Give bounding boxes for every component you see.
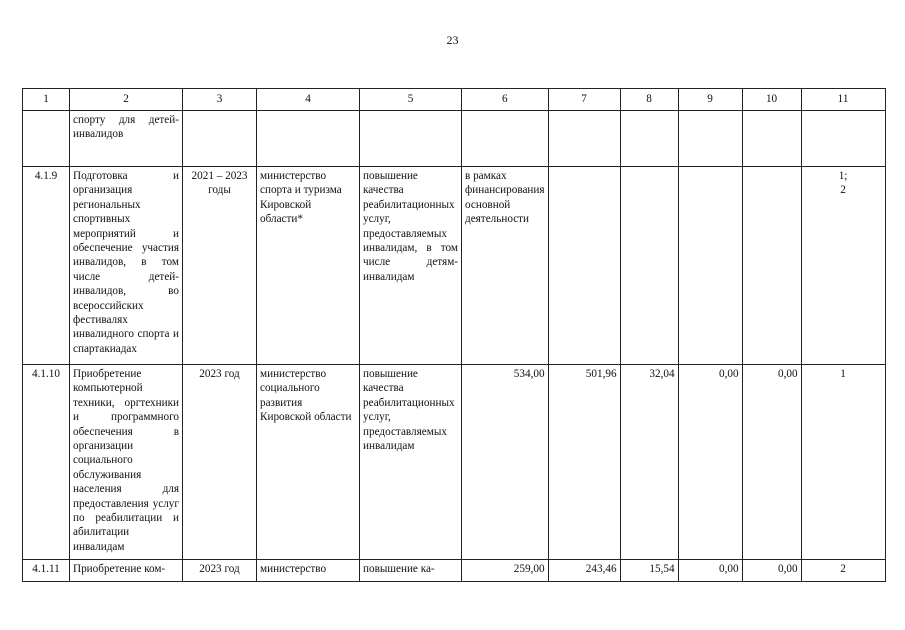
measure-name: спорту для детей-инвалидов	[70, 111, 183, 167]
col-10-value	[742, 111, 801, 167]
expected-result: повышение качества реабилитационных услуг, предоставляемых инвалидам	[360, 365, 462, 560]
col-6-value	[462, 111, 549, 167]
col-9-value	[678, 167, 742, 365]
measure-name: Приобретение компьютерной техники, оргтехники и программного обеспечения в организации социального обслуживания населения для предоставления услуг по реабилитации и абилитации инвалидам	[70, 365, 183, 560]
expected-result	[360, 111, 462, 167]
column-header: 2	[70, 89, 183, 111]
column-header: 4	[257, 89, 360, 111]
period	[183, 111, 257, 167]
period: 2023 год	[183, 560, 257, 582]
executor: министерство социального развития Кировской области	[257, 365, 360, 560]
measure-name: Приобретение ком-	[70, 560, 183, 582]
table-row	[23, 560, 886, 582]
table-row	[23, 365, 886, 560]
col-10-value: 0,00	[742, 365, 801, 560]
col-11-value: 1	[801, 365, 885, 560]
column-header: 1	[23, 89, 70, 111]
col-7-value: 501,96	[548, 365, 620, 560]
column-header: 6	[462, 89, 549, 111]
row-number: 4.1.10	[23, 365, 70, 560]
executor: министерство	[257, 560, 360, 582]
table-row	[23, 111, 886, 167]
measures-table	[22, 88, 886, 582]
row-number	[23, 111, 70, 167]
col-9-value: 0,00	[678, 365, 742, 560]
measure-name: Подготовка и организация региональных спортивных мероприятий и обеспечение участия инвалидов, в том числе детей-инвалидов, во всероссийских фестивалях инвалидного спорта и спартакиадах	[70, 167, 183, 365]
col-7-value	[548, 167, 620, 365]
column-header: 11	[801, 89, 885, 111]
col-11-text: 1; 2	[838, 170, 848, 196]
col-11-value	[801, 167, 885, 365]
expected-result: повышение ка-	[360, 560, 462, 582]
col-6-value: в рамках финансирования основной деятельности	[462, 167, 549, 365]
col-6-value: 259,00	[462, 560, 549, 582]
period: 2021 – 2023 годы	[183, 167, 257, 365]
row-number: 4.1.9	[23, 167, 70, 365]
col-11-value	[801, 111, 885, 167]
table-row	[23, 167, 886, 365]
col-10-value	[742, 167, 801, 365]
page-number: 23	[446, 33, 459, 47]
column-header: 3	[183, 89, 257, 111]
col-11-value: 2	[801, 560, 885, 582]
expected-result: повышение качества реабилитационных услуг, предоставляемых инвалидам, в том числе детям-инвалидам	[360, 167, 462, 365]
col-8-value: 15,54	[620, 560, 678, 582]
col-8-value	[620, 167, 678, 365]
col-8-value: 32,04	[620, 365, 678, 560]
column-header: 7	[548, 89, 620, 111]
col-7-value	[548, 111, 620, 167]
column-header: 9	[678, 89, 742, 111]
period: 2023 год	[183, 365, 257, 560]
column-header: 5	[360, 89, 462, 111]
row-number: 4.1.11	[23, 560, 70, 582]
executor: министерство спорта и туризма Кировской области*	[257, 167, 360, 365]
col-7-value: 243,46	[548, 560, 620, 582]
col-9-value	[678, 111, 742, 167]
col-8-value	[620, 111, 678, 167]
col-9-value: 0,00	[678, 560, 742, 582]
column-header: 8	[620, 89, 678, 111]
column-header: 10	[742, 89, 801, 111]
col-6-value: 534,00	[462, 365, 549, 560]
col-10-value: 0,00	[742, 560, 801, 582]
executor	[257, 111, 360, 167]
table-header-row	[23, 89, 886, 111]
